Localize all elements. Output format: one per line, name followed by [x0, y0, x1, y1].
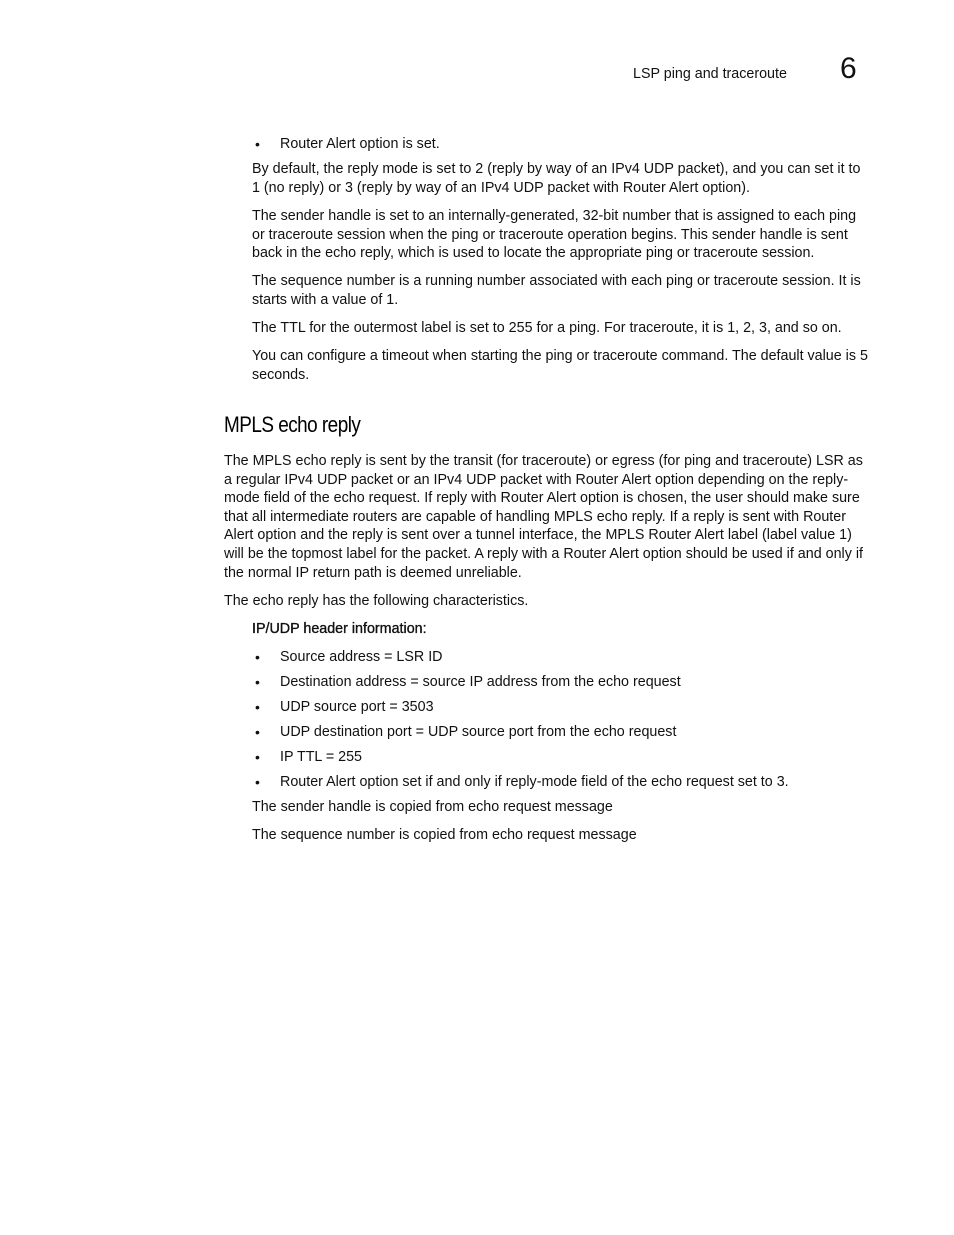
list-item-text: IP TTL = 255	[280, 749, 362, 765]
paragraph-sender-handle: The sender handle is set to an internally-generated, 32-bit number that is assigned to each ping or traceroute session when the ping or traceroute operation begins. This sender handle is sent back in the echo reply, which is used to locate the appropriate ping or traceroute session.	[252, 208, 857, 262]
chapter-number: 6	[840, 52, 857, 85]
list-item-text: UDP destination port = UDP source port from the echo request	[280, 724, 677, 740]
paragraph-ttl: The TTL for the outermost label is set to 255 for a ping. For traceroute, it is 1, 2, 3, and so on.	[252, 320, 842, 336]
bullet-icon: •	[255, 699, 260, 715]
paragraph-reply-mode: By default, the reply mode is set to 2 (reply by way of an IPv4 UDP packet), and you can set it to 1 (no reply) or 3 (reply by way of an IPv4 UDP packet with Router Alert option).	[252, 161, 861, 196]
list-item-text: UDP source port = 3503	[280, 699, 434, 715]
list-item-text: Source address = LSR ID	[280, 649, 443, 665]
header-title: LSP ping and traceroute	[633, 66, 787, 82]
bullet-icon: •	[255, 774, 260, 790]
paragraph-sequence-number: The sequence number is a running number associated with each ping or traceroute session. It is starts with a value of 1.	[252, 273, 861, 308]
bullet-icon: •	[255, 674, 260, 690]
paragraph-sequence-number-copied: The sequence number is copied from echo request message	[252, 827, 637, 843]
bullet-icon: •	[255, 724, 260, 740]
subheading-ip-udp: IP/UDP header information:	[252, 621, 427, 637]
paragraph-characteristics-intro: The echo reply has the following characteristics.	[224, 593, 529, 609]
paragraph-echo-reply-intro: The MPLS echo reply is sent by the transit (for traceroute) or egress (for ping and traceroute) LSR as a regular IPv4 UDP packet or an IPv4 UDP packet with Router Alert option depending on the reply-mode field of the echo request. If reply with Router Alert option is chosen, the user should make sure that all intermediate routers are capable of handling MPLS echo reply. If a reply is sent with Router Alert option and the reply is sent over a tunnel interface, the MPLS Router Alert label (label value 1) will be the topmost label for the packet. A reply with a Router Alert option should be used if and only if the normal IP return path is deemed unreliable.	[224, 453, 863, 581]
paragraph-timeout: You can configure a timeout when starting the ping or traceroute command. The default value is 5 seconds.	[252, 348, 868, 383]
section-heading: MPLS echo reply	[224, 412, 361, 437]
list-item-text: Router Alert option set if and only if reply-mode field of the echo request set to 3.	[280, 774, 789, 790]
running-header	[0, 0, 954, 100]
list-item-text: Router Alert option is set.	[280, 136, 440, 152]
bullet-icon: •	[255, 749, 260, 765]
paragraph-sender-handle-copied: The sender handle is copied from echo request message	[252, 799, 613, 815]
list-item-text: Destination address = source IP address from the echo request	[280, 674, 681, 690]
bullet-icon: •	[255, 649, 260, 665]
bullet-icon: •	[255, 136, 260, 152]
